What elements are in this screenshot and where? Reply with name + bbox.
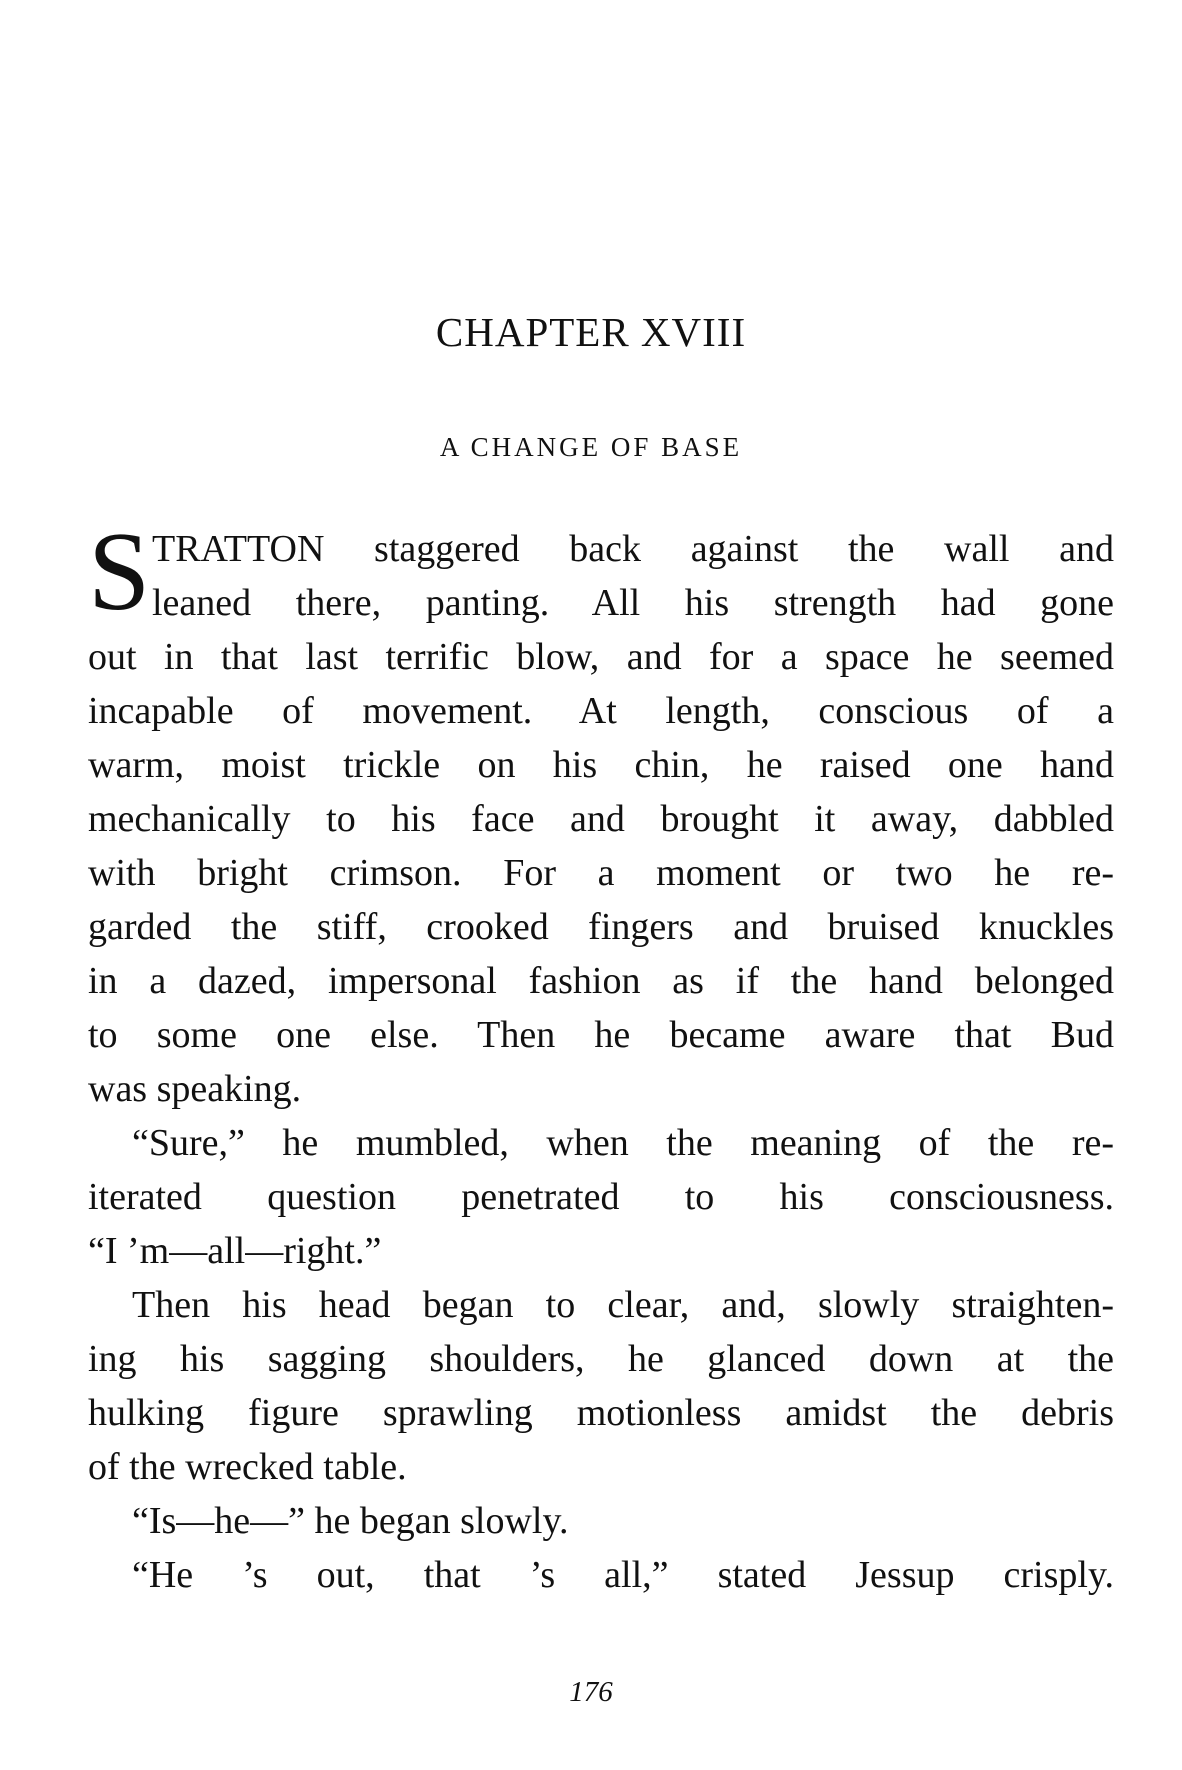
text-line: “I ’m—all—right.” bbox=[88, 1230, 382, 1272]
paragraph bbox=[88, 1494, 1114, 1548]
paragraph bbox=[88, 1116, 1114, 1278]
paragraph bbox=[88, 1548, 1114, 1602]
text-line: “He ’s out, that ’s all,” stated Jessup crisply. bbox=[132, 1554, 1114, 1596]
text-line: with bright crimson. For a moment or two he re- bbox=[88, 852, 1114, 894]
line-text: TRATTON staggered back against the wall and bbox=[152, 528, 1114, 570]
drop-cap: S bbox=[88, 510, 151, 634]
text-line: Then his head began to clear, and, slowly straighten- bbox=[132, 1284, 1114, 1326]
text-line: ing his sagging shoulders, he glanced down at the bbox=[88, 1338, 1114, 1380]
paragraph bbox=[88, 1278, 1114, 1494]
text-line: warm, moist trickle on his chin, he raised one hand bbox=[88, 744, 1114, 786]
text-line: incapable of movement. At length, conscious of a bbox=[88, 690, 1114, 732]
text-line: leaned there, panting. All his strength had gone bbox=[152, 582, 1114, 624]
text-line: of the wrecked table. bbox=[88, 1446, 407, 1488]
text-line: hulking figure sprawling motionless amidst the debris bbox=[88, 1392, 1114, 1434]
paragraph bbox=[88, 510, 1114, 1116]
text-line: out in that last terrific blow, and for a space he seemed bbox=[88, 636, 1114, 678]
text-line: to some one else. Then he became aware that Bud bbox=[88, 1014, 1114, 1056]
chapter-subtitle: A CHANGE OF BASE bbox=[439, 432, 743, 462]
text-line: “Is—he—” he began slowly. bbox=[132, 1500, 569, 1542]
text-line: garded the stiff, crooked fingers and bruised knuckles bbox=[88, 906, 1114, 948]
text-line: mechanically to his face and brought it away, dabbled bbox=[88, 798, 1114, 840]
text-line: iterated question penetrated to his consciousness. bbox=[88, 1176, 1114, 1218]
body-text bbox=[88, 510, 1114, 1602]
page-number: 176 bbox=[569, 1676, 613, 1708]
text-line: was speaking. bbox=[88, 1068, 302, 1110]
chapter-title: CHAPTER XVIII bbox=[435, 309, 747, 355]
text-line: in a dazed, impersonal fashion as if the hand belonged bbox=[88, 960, 1114, 1002]
text-line: “Sure,” he mumbled, when the meaning of the re- bbox=[132, 1122, 1114, 1164]
